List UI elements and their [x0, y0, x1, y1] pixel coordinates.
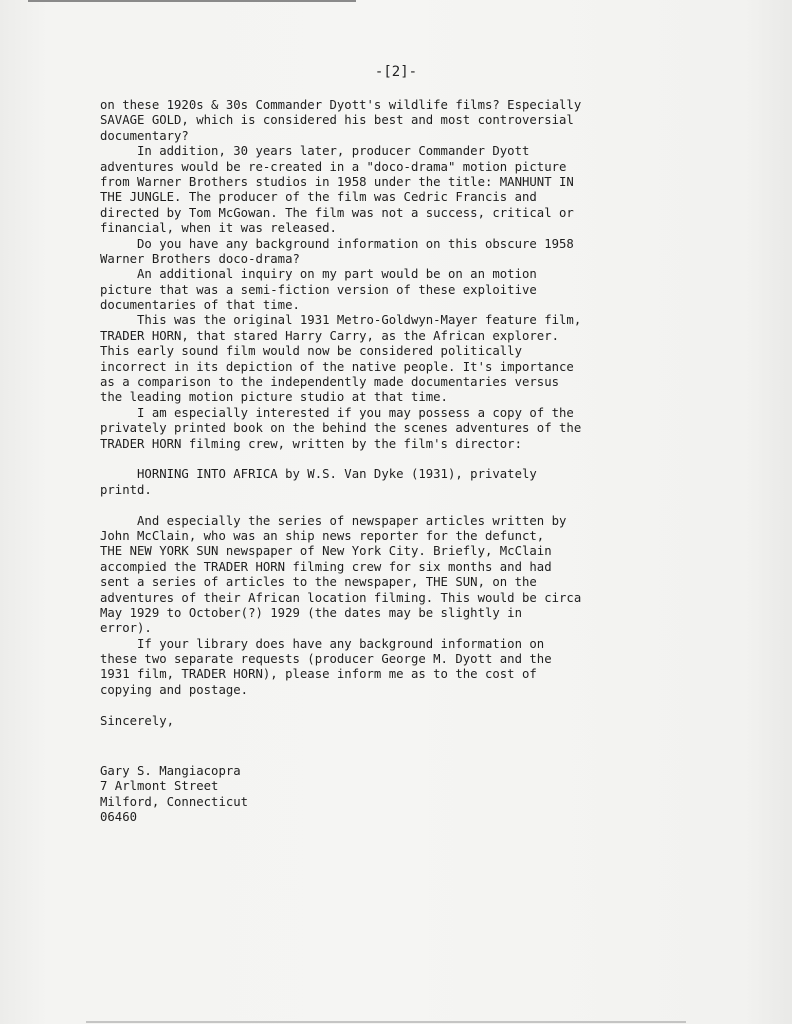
body-line: May 1929 to October(?) 1929 (the dates may be slightly in: [100, 605, 522, 620]
body-line: financial, when it was released.: [100, 221, 337, 236]
body-line: TRADER HORN filming crew, written by the film's director:: [100, 436, 522, 451]
body-line: error).: [100, 621, 152, 636]
body-line: picture that was a semi-fiction version of these exploitive: [100, 282, 537, 297]
body-line: TRADER HORN, that stared Harry Carry, as the African explorer.: [100, 328, 560, 343]
body-line: This early sound film would now be considered politically: [100, 344, 522, 359]
sender-street: 7 Arlmont Street: [100, 779, 219, 794]
book-title-line: HORNING INTO AFRICA by W.S. Van Dyke (1931), privately: [100, 467, 537, 482]
page-number: -[2]-: [374, 64, 418, 80]
body-line: the leading motion picture studio at that time.: [100, 390, 448, 405]
body-line: these two separate requests (producer George M. Dyott and the: [100, 652, 552, 667]
body-line: I am especially interested if you may possess a copy of the: [100, 405, 574, 420]
body-line: adventures would be re-created in a "doco-drama" motion picture: [100, 159, 567, 174]
body-line: John McClain, who was an ship news reporter for the defunct,: [100, 528, 545, 543]
body-line: documentary?: [100, 128, 189, 143]
sender-city: Milford, Connecticut: [100, 794, 249, 809]
top-edge-rule: [28, 0, 356, 2]
body-line: In addition, 30 years later, producer Commander Dyott: [100, 144, 530, 159]
body-line: directed by Tom McGowan. The film was not a success, critical or: [100, 205, 574, 220]
body-line: Do you have any background information on this obscure 1958: [100, 236, 574, 251]
letter-body: [100, 98, 720, 729]
body-line: sent a series of articles to the newspaper, THE SUN, on the: [100, 575, 537, 590]
body-line: accompied the TRADER HORN filming crew for six months and had: [100, 559, 552, 574]
body-line: copying and postage.: [100, 682, 249, 697]
body-line: on these 1920s & 30s Commander Dyott's wildlife films? Especially: [100, 98, 582, 112]
sender-name: Gary S. Mangiacopra: [100, 764, 241, 778]
bottom-edge-rule: [86, 1021, 686, 1023]
body-line: If your library does have any background information on: [100, 636, 545, 651]
signature-block: [100, 764, 500, 826]
body-line: SAVAGE GOLD, which is considered his best and most controversial: [100, 113, 574, 128]
body-line: 1931 film, TRADER HORN), please inform me as to the cost of: [100, 667, 537, 682]
body-line: incorrect in its depiction of the native people. It's importance: [100, 359, 574, 374]
body-line: privately printed book on the behind the scenes adventures of the: [100, 421, 582, 436]
closing-salutation: Sincerely,: [100, 713, 175, 728]
body-line: printd.: [100, 482, 152, 497]
blank-line: [100, 698, 720, 713]
body-line: THE NEW YORK SUN newspaper of New York City. Briefly, McClain: [100, 544, 552, 559]
sender-zip: 06460: [100, 810, 138, 825]
blank-line: [100, 498, 720, 513]
blank-line: [100, 452, 720, 467]
body-line: as a comparison to the independently made documentaries versus: [100, 375, 560, 390]
body-line: And especially the series of newspaper articles written by: [100, 513, 567, 528]
body-line: from Warner Brothers studios in 1958 under the title: MANHUNT IN: [100, 174, 574, 189]
body-line: THE JUNGLE. The producer of the film was Cedric Francis and: [100, 190, 537, 205]
body-line: adventures of their African location filming. This would be circa: [100, 590, 582, 605]
body-line: This was the original 1931 Metro-Goldwyn-Mayer feature film,: [100, 313, 582, 328]
body-line: Warner Brothers doco-drama?: [100, 251, 300, 266]
body-line: An additional inquiry on my part would be on an motion: [100, 267, 537, 282]
body-line: documentaries of that time.: [100, 298, 300, 313]
